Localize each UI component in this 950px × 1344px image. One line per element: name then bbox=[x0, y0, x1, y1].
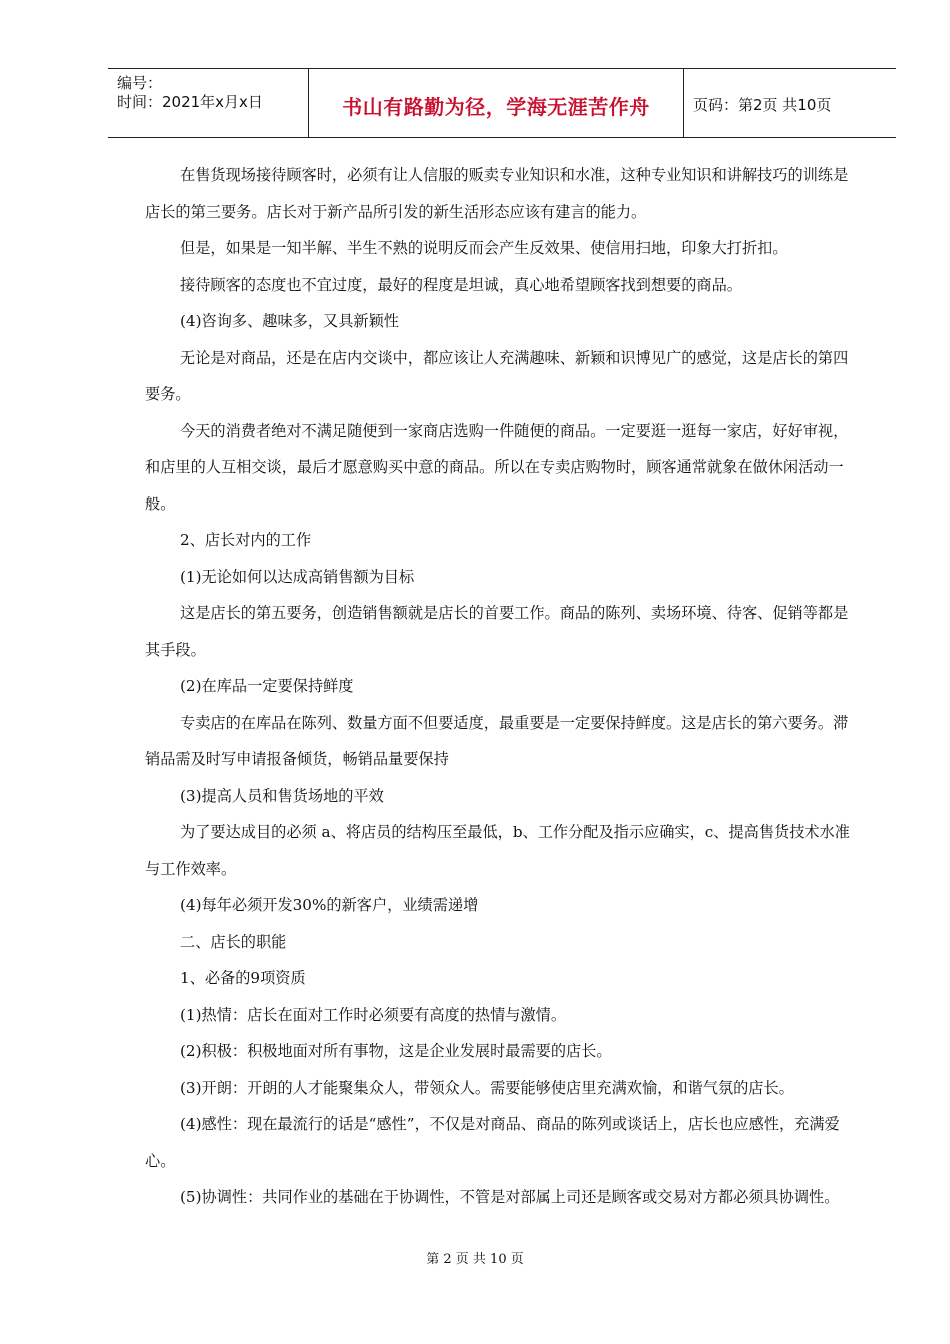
document-header bbox=[108, 68, 896, 138]
list-item: (5)协调性：共同作业的基础在于协调性，不管是对部属上司还是顾客或交易对方都必须具协调性。 bbox=[180, 1188, 840, 1206]
section-heading: (4)每年必须开发30%的新客户，业绩需递增 bbox=[180, 896, 479, 914]
paragraph: 今天的消费者绝对不满足随便到一家商店选购一件随便的商品。一定要逛一逛每一家店，好好审视，和店里的人互相交谈，最后才愿意购买中意的商品。所以在专卖店购物时，顾客通常就象在做休闲活动一般。 bbox=[145, 421, 849, 513]
section-heading: 2、店长对内的工作 bbox=[180, 531, 312, 549]
motto-text: 书山有路勤为径，学海无涯苦作舟 bbox=[342, 95, 650, 119]
header-motto-cell bbox=[309, 69, 684, 137]
section-heading: 二、店长的职能 bbox=[180, 932, 287, 951]
paragraph: 在售货现场接待顾客时，必须有让人信服的贩卖专业知识和水准，这种专业知识和讲解技巧的训练是店长的第三要务。店长对于新产品所引发的新生活形态应该有建言的能力。 bbox=[145, 166, 849, 221]
header-meta-cell bbox=[108, 69, 309, 137]
document-body bbox=[145, 157, 861, 1216]
paragraph: 为了要达成目的必须 a、将店员的结构压至最低，b、工作分配及指示应确实，c、提高售货技术水准与工作效率。 bbox=[145, 823, 850, 878]
number-label: 编号： bbox=[117, 74, 163, 92]
list-item: (3)开朗：开朗的人才能聚集众人，带领众人。需要能够使店里充满欢愉，和谐气氛的店长。 bbox=[180, 1078, 794, 1097]
paragraph: 但是，如果是一知半解、半生不熟的说明反而会产生反效果、使信用扫地，印象大打折扣。 bbox=[180, 239, 788, 257]
header-page-cell bbox=[684, 69, 896, 137]
section-heading: (4)咨询多、趣味多，又具新颖性 bbox=[180, 312, 399, 330]
paragraph: 这是店长的第五要务，创造销售额就是店长的首要工作。商品的陈列、卖场环境、待客、促销等都是其手段。 bbox=[145, 604, 849, 659]
paragraph: 无论是对商品，还是在店内交谈中，都应该让人充满趣味、新颖和识博见广的感觉，这是店长的第四要务。 bbox=[145, 348, 849, 403]
page-footer: 第 2 页 共 10 页 bbox=[426, 1252, 524, 1267]
section-heading: 1、必备的9项资质 bbox=[180, 969, 306, 987]
list-item: (4)感性：现在最流行的话是“感性”，不仅是对商品、商品的陈列或谈话上，店长也应感性，充满爱心。 bbox=[145, 1115, 840, 1170]
page-code: 页码：第2页 共10页 bbox=[693, 96, 832, 114]
time-label: 时间：2021年x月x日 bbox=[117, 93, 263, 111]
section-heading: (1)无论如何以达成高销售额为目标 bbox=[180, 567, 415, 586]
list-item: (2)积极：积极地面对所有事物，这是企业发展时最需要的店长。 bbox=[180, 1042, 612, 1060]
section-heading: (3)提高人员和售货场地的平效 bbox=[180, 786, 384, 805]
paragraph: 接待顾客的态度也不宜过度，最好的程度是坦诚，真心地希望顾客找到想要的商品。 bbox=[180, 275, 742, 294]
list-item: (1)热情：店长在面对工作时必须要有高度的热情与激情。 bbox=[180, 1005, 567, 1024]
section-heading: (2)在库品一定要保持鲜度 bbox=[180, 677, 354, 695]
paragraph: 专卖店的在库品在陈列、数量方面不但要适度，最重要是一定要保持鲜度。这是店长的第六要务。滞销品需及时写申请报备倾货，畅销品量要保持 bbox=[145, 713, 849, 768]
